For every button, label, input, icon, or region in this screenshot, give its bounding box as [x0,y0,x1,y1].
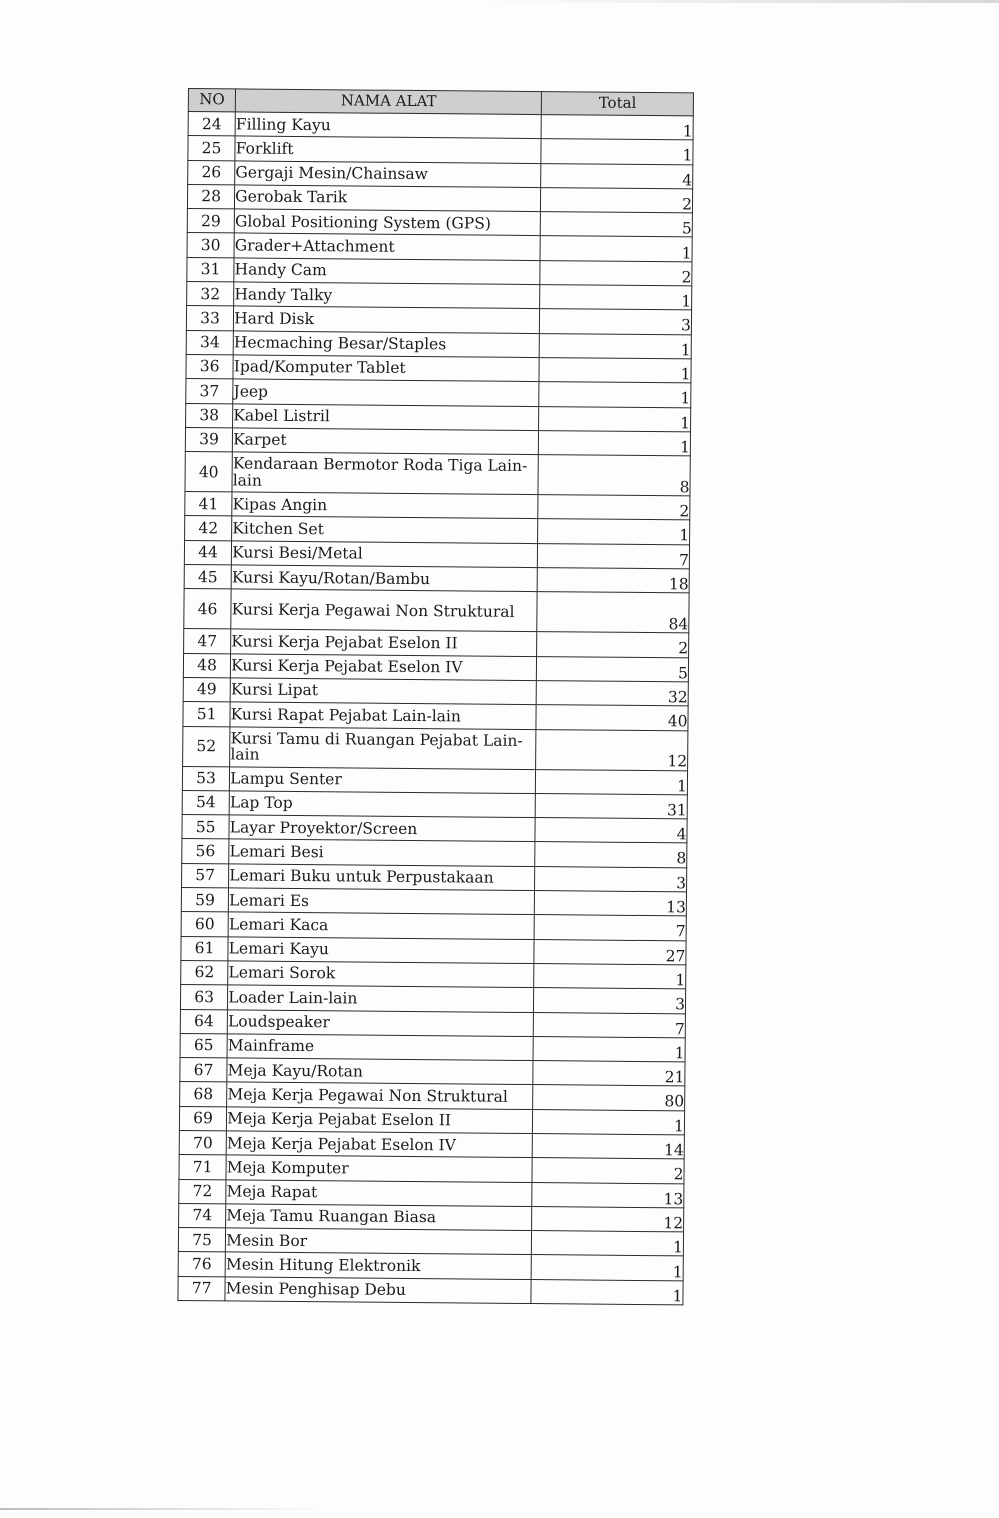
row-no-cell: 39 [185,427,232,452]
row-name-cell: Loader Lain-lain [228,985,534,1012]
row-name-cell: Meja Kerja Pejabat Eselon IV [226,1131,532,1158]
row-name-cell: Grader+Attachment [234,233,540,260]
row-total-cell: 12 [536,729,688,770]
row-name-cell: Lap Top [229,791,535,818]
row-no-cell: 44 [184,540,231,565]
inventory-table-container [177,88,694,1305]
row-total-cell: 1 [540,285,692,311]
row-no-cell: 51 [183,702,230,727]
row-no-cell: 30 [187,233,234,258]
row-total-cell: 12 [532,1206,684,1232]
row-total-cell: 8 [535,842,687,868]
row-no-cell: 52 [183,726,231,766]
row-total-cell: 1 [533,1109,685,1135]
scan-edge-top [480,0,999,3]
row-no-cell: 40 [185,452,233,492]
row-name-cell: Mainframe [227,1034,533,1061]
row-total-cell: 40 [536,705,688,731]
row-no-cell: 49 [183,677,230,702]
row-no-cell: 60 [181,912,228,937]
table-row [185,452,690,496]
row-name-cell: Lemari Kaca [228,912,534,939]
row-total-cell: 5 [541,212,693,238]
row-name-cell: Kursi Kayu/Rotan/Bambu [231,565,537,592]
row-total-cell: 21 [533,1061,685,1087]
row-no-cell: 25 [188,136,235,161]
row-total-cell: 7 [538,543,690,569]
row-no-cell: 29 [187,209,234,234]
row-no-cell: 47 [184,629,231,654]
row-total-cell: 3 [535,866,687,892]
row-no-cell: 34 [186,330,233,355]
row-name-cell: Lemari Besi [229,839,535,866]
row-name-cell: Global Positioning System (GPS) [234,209,540,236]
row-name-cell: Karpet [232,428,538,455]
row-no-cell: 36 [186,354,233,379]
row-total-cell: 1 [531,1279,683,1305]
row-no-cell: 69 [179,1106,226,1131]
header-no: NO [188,89,235,112]
row-name-cell: Kursi Tamu di Ruangan Pejabat Lain-lain [230,726,537,769]
row-total-cell: 84 [537,592,689,633]
row-no-cell: 45 [184,565,231,590]
row-total-cell: 1 [541,139,693,165]
header-total: Total [542,92,694,116]
table-row [178,1276,683,1305]
row-total-cell: 4 [535,818,687,844]
row-total-cell: 1 [541,115,693,141]
row-name-cell: Meja Rapat [226,1179,532,1206]
row-total-cell: 1 [532,1231,684,1257]
row-name-cell: Kitchen Set [232,516,538,543]
row-no-cell: 75 [178,1228,225,1253]
row-name-cell: Filling Kayu [235,112,541,139]
row-name-cell: Mesin Bor [226,1228,532,1255]
row-no-cell: 67 [180,1058,227,1083]
row-total-cell: 32 [537,681,689,707]
row-name-cell: Layar Proyektor/Screen [229,815,535,842]
row-name-cell: Kursi Kerja Pejabat Eselon IV [231,654,537,681]
row-name-cell: Loudspeaker [227,1009,533,1036]
row-name-cell: Hard Disk [234,306,540,333]
row-name-cell: Meja Komputer [226,1155,532,1182]
row-total-cell: 1 [539,358,691,384]
row-name-cell: Kendaraan Bermotor Roda Tiga Lain-lain [232,452,539,495]
row-name-cell: Kursi Besi/Metal [232,541,538,568]
row-total-cell: 7 [534,1012,686,1038]
row-no-cell: 74 [179,1203,226,1228]
row-total-cell: 1 [539,382,691,408]
table-body [178,112,693,1305]
row-no-cell: 70 [179,1130,226,1155]
row-total-cell: 1 [533,1036,685,1062]
row-no-cell: 57 [182,863,229,888]
row-name-cell: Lemari Kayu [228,936,534,963]
row-name-cell: Kursi Rapat Pejabat Lain-lain [230,702,536,729]
row-no-cell: 59 [181,887,228,912]
row-no-cell: 56 [182,839,229,864]
row-total-cell: 80 [533,1085,685,1111]
row-no-cell: 31 [187,257,234,282]
row-name-cell: Gerobak Tarik [235,185,541,212]
row-name-cell: Mesin Penghisap Debu [225,1277,531,1304]
row-no-cell: 37 [186,379,233,404]
row-name-cell: Lemari Es [228,888,534,915]
row-total-cell: 13 [535,891,687,917]
row-name-cell: Meja Kerja Pegawai Non Struktural [227,1082,533,1109]
row-name-cell: Handy Talky [234,282,540,309]
row-name-cell: Kabel Listril [233,403,539,430]
table-row [183,726,688,770]
row-name-cell: Handy Cam [234,258,540,285]
row-no-cell: 77 [178,1276,225,1301]
row-total-cell: 2 [532,1158,684,1184]
row-name-cell: Mesin Hitung Elektronik [225,1252,531,1279]
row-name-cell: Lemari Buku untuk Perpustakaan [229,864,535,891]
table-row [184,589,689,633]
row-no-cell: 62 [181,960,228,985]
header-nama-alat: NAMA ALAT [235,89,541,115]
row-no-cell: 38 [186,403,233,428]
row-name-cell: Lemari Sorok [228,961,534,988]
row-no-cell: 48 [183,653,230,678]
row-name-cell: Hecmaching Besar/Staples [233,331,539,358]
row-total-cell: 1 [531,1255,683,1281]
scan-edge-bottom [0,1508,330,1510]
row-no-cell: 71 [179,1155,226,1180]
row-name-cell: Jeep [233,379,539,406]
row-total-cell: 3 [540,309,692,335]
row-name-cell: Meja Tamu Ruangan Biasa [226,1204,532,1231]
row-name-cell: Forklift [235,136,541,163]
row-no-cell: 76 [178,1252,225,1277]
row-name-cell: Ipad/Komputer Tablet [233,355,539,382]
row-total-cell: 4 [541,163,693,189]
row-no-cell: 54 [182,790,229,815]
row-no-cell: 63 [180,985,227,1010]
row-no-cell: 72 [179,1179,226,1204]
row-no-cell: 32 [187,282,234,307]
row-total-cell: 2 [540,260,692,286]
row-no-cell: 42 [185,516,232,541]
row-no-cell: 46 [184,589,232,629]
row-no-cell: 33 [186,306,233,331]
row-total-cell: 1 [534,963,686,989]
row-name-cell: Kipas Angin [232,492,538,519]
inventory-table [177,88,694,1305]
row-no-cell: 26 [188,160,235,185]
row-total-cell: 18 [537,568,689,594]
row-name-cell: Meja Kayu/Rotan [227,1058,533,1085]
row-total-cell: 7 [534,915,686,941]
row-no-cell: 64 [180,1009,227,1034]
row-total-cell: 2 [537,632,689,658]
row-total-cell: 2 [541,187,693,213]
row-total-cell: 2 [538,495,690,521]
row-total-cell: 14 [533,1134,685,1160]
row-no-cell: 53 [182,766,229,791]
row-no-cell: 61 [181,936,228,961]
row-total-cell: 1 [539,406,691,432]
row-name-cell: Lampu Senter [230,766,536,793]
row-no-cell: 55 [182,815,229,840]
row-name-cell: Kursi Kerja Pegawai Non Struktural [231,589,538,632]
row-name-cell: Kursi Kerja Pejabat Eselon II [231,629,537,656]
row-total-cell: 3 [534,988,686,1014]
row-total-cell: 27 [534,939,686,965]
row-total-cell: 1 [539,430,691,456]
row-total-cell: 1 [540,236,692,262]
row-no-cell: 28 [187,184,234,209]
row-total-cell: 1 [536,769,688,795]
row-name-cell: Gergaji Mesin/Chainsaw [235,161,541,188]
row-total-cell: 31 [536,793,688,819]
row-total-cell: 1 [538,519,690,545]
row-no-cell: 24 [188,112,235,137]
row-total-cell: 5 [537,656,689,682]
row-total-cell: 1 [540,333,692,359]
row-no-cell: 68 [180,1082,227,1107]
row-no-cell: 65 [180,1033,227,1058]
row-total-cell: 13 [532,1182,684,1208]
row-name-cell: Meja Kerja Pejabat Eselon II [227,1107,533,1134]
row-name-cell: Kursi Lipat [230,678,536,705]
row-total-cell: 8 [538,455,690,496]
row-no-cell: 41 [185,492,232,517]
